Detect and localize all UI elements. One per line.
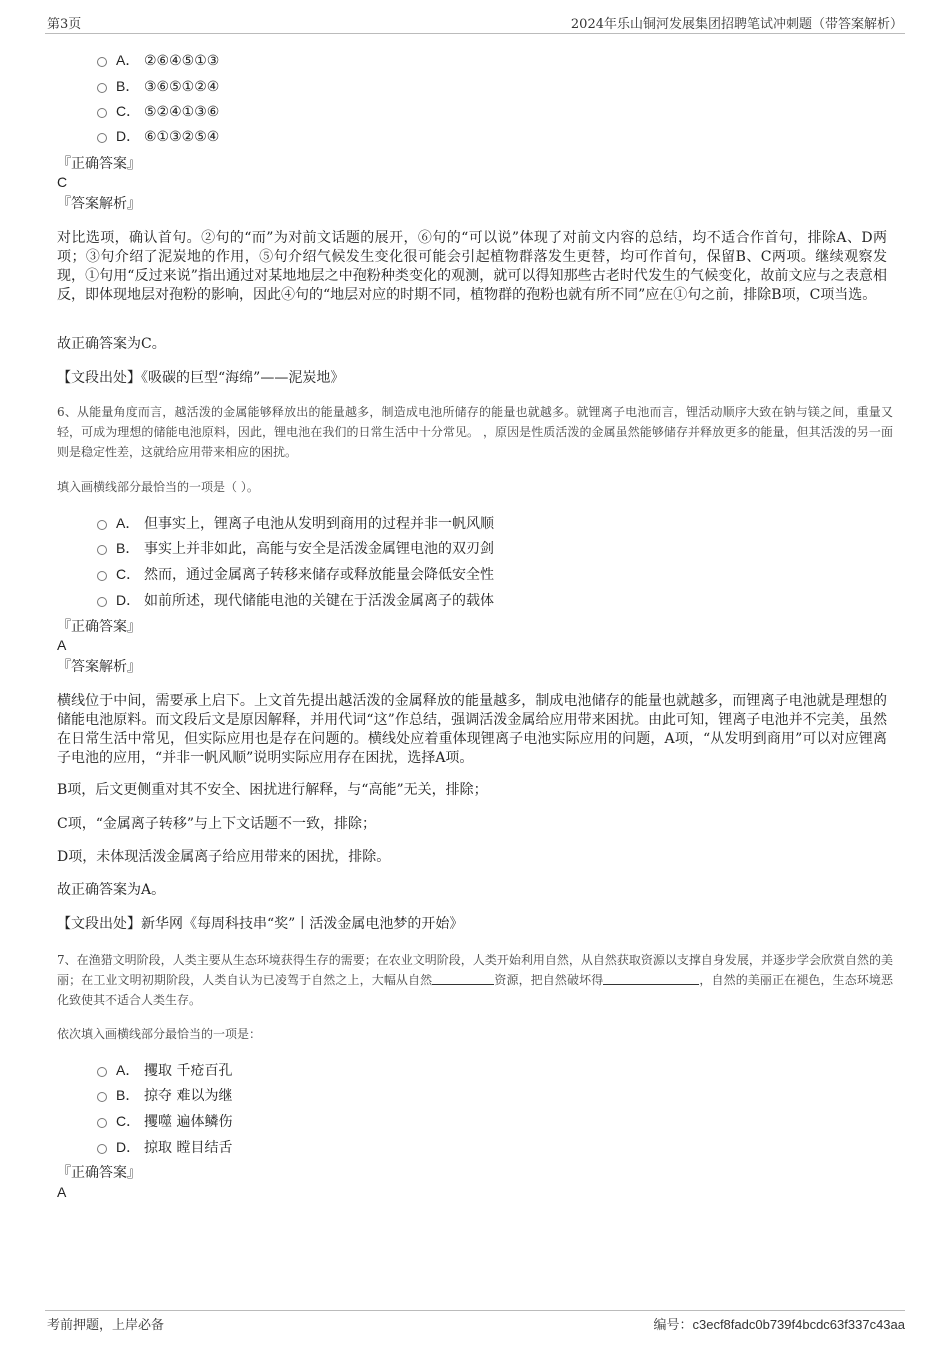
- q5-option-b[interactable]: B． ③⑥⑤①②④: [97, 77, 219, 96]
- q6-analysis: 横线位于中间，需要承上启下。上文首先提出越活泼的金属释放的能量越多，制成电池储存的能量也就越多，而锂离子电池就是理想的储能电池原料。而文段后文是原因解释，并用代词“这”作总结，强调活泼金属给应用带来困扰。由此可知，锂离子电池并不完美，虽然在日常生活中常见，但实际应用也是存在问题的。横线处应着重体现锂离子电池实际应用的问题，A项，“从发明到商用”可以对应锂离子电池的应用，“并非一帆风顺”说明实际应用存在困扰，选择A项。: [57, 693, 887, 766]
- q7-answer: A: [57, 1184, 67, 1200]
- radio-icon[interactable]: [97, 83, 107, 93]
- radio-icon[interactable]: [97, 133, 107, 143]
- q6-conclusion: 故正确答案为A。: [57, 882, 166, 898]
- footer-divider: [45, 1310, 905, 1311]
- q6-option-a[interactable]: A． 但事实上，锂离子电池从发明到商用的过程并非一帆风顺: [97, 514, 494, 533]
- q5-source: 【文段出处】《吸碳的巨型“海绵”——泥炭地》: [57, 370, 345, 386]
- q7-answer-label: 『正确答案』: [57, 1165, 141, 1181]
- q7-option-b[interactable]: B． 掠夺 难以为继: [97, 1086, 232, 1105]
- radio-icon[interactable]: [97, 108, 107, 118]
- q5-analysis-label: 『答案解析』: [57, 196, 141, 212]
- radio-icon[interactable]: [97, 520, 107, 530]
- q6-answer: A: [57, 637, 67, 653]
- q6-option-d[interactable]: D． 如前所述，现代储能电池的关键在于活泼金属离子的载体: [97, 591, 494, 610]
- radio-icon[interactable]: [97, 1118, 107, 1128]
- q7-option-d[interactable]: D． 掠取 瞠目结舌: [97, 1138, 232, 1157]
- q5-conclusion: 故正确答案为C。: [57, 336, 166, 352]
- q5-answer: C: [57, 174, 68, 190]
- radio-icon[interactable]: [97, 1092, 107, 1102]
- footer-slogan: 考前押题，上岸必备: [47, 1318, 165, 1333]
- document-title: 2024年乐山铜河发展集团招聘笔试冲刺题（带答案解析）: [570, 17, 903, 32]
- q6-source: 【文段出处】新华网《每周科技串“奖”丨活泼金属电池梦的开始》: [57, 916, 464, 932]
- q6-prompt: 填入画横线部分最恰当的一项是（ ）。: [57, 480, 259, 494]
- radio-icon[interactable]: [97, 57, 107, 67]
- q6-analysis-label: 『答案解析』: [57, 659, 141, 675]
- q6-stem: 6、从能量角度而言，越活泼的金属能够释放出的能量越多，制造成电池所储存的能量也就越多。就锂离子电池而言，锂活动顺序大致在钠与镁之间，重量又轻，可成为理想的储能电池原料，因此，锂电池在我们的日常生活中十分常见。 ，原因是性质活泼的金属虽然能够储存并释放更多的能量，但其活泼的另一面则是稳定性差，这就给应用带来相应的困扰。: [57, 405, 893, 459]
- q7-option-a[interactable]: A． 攫取 千疮百孔: [97, 1061, 232, 1080]
- q6-b-note: B项，后文更侧重对其不安全、困扰进行解释，与“高能”无关，排除；: [57, 782, 488, 798]
- page-number: 第3页: [47, 17, 82, 32]
- radio-icon[interactable]: [97, 597, 107, 607]
- q5-analysis: 对比选项，确认首句。②句的“而”为对前文话题的展开，⑥句的“可以说”体现了对前文内容的总结，均不适合作首句，排除A、D两项；③句介绍了泥炭地的作用，⑤句介绍气候发生变化很可能会引起植物群落发生更替，均可作首句，保留B、C两项。继续观察发现，①句用“反过来说”指出通过对某地地层之中孢粉种类变化的观测，就可以得知那些古老时代发生的气候变化，故前文应与之表意相反，即体现地层对孢粉的影响，因此④句的“地层对应的时期不同，植物群的孢粉也就有所不同”应在①句之前，排除B项，C项当选。: [57, 230, 887, 303]
- q6-d-note: D项，未体现活泼金属离子给应用带来的困扰，排除。: [57, 849, 391, 865]
- q6-option-c[interactable]: C． 然而，通过金属离子转移来储存或释放能量会降低安全性: [97, 565, 494, 584]
- header-divider: [45, 33, 905, 34]
- q5-option-a[interactable]: A． ②⑥④⑤①③: [97, 51, 219, 70]
- q7-prompt: 依次填入画横线部分最恰当的一项是：: [57, 1027, 262, 1041]
- q7-option-c[interactable]: C． 攫噬 遍体鳞伤: [97, 1112, 232, 1131]
- q6-c-note: C项，“金属离子转移”与上下文话题不一致，排除；: [57, 816, 377, 832]
- radio-icon[interactable]: [97, 571, 107, 581]
- radio-icon[interactable]: [97, 545, 107, 555]
- q5-option-c[interactable]: C． ⑤②④①③⑥: [97, 102, 219, 121]
- radio-icon[interactable]: [97, 1144, 107, 1154]
- q6-answer-label: 『正确答案』: [57, 619, 141, 635]
- q7-stem: 7、在渔猎文明阶段，人类主要从生态环境获得生存的需要；在农业文明阶段，人类开始利用自然，从自然获取资源以支撑自身发展，并逐步学会欣赏自然的美丽；在工业文明初期阶段，人类自认为已凌驾于自然之上，大幅从自然 资源，把自然破坏得 ，自然的美丽正在褪色，生态环境恶化致使其不适合人类生存。: [57, 953, 893, 1007]
- document-code: 编号：c3ecf8fadc0b739f4bcdc63f337c43aa: [653, 1317, 905, 1333]
- fill-blank-2[interactable]: [603, 972, 699, 985]
- q5-option-d[interactable]: D． ⑥①③②⑤④: [97, 127, 219, 146]
- q6-option-b[interactable]: B． 事实上并非如此，高能与安全是活泼金属锂电池的双刃剑: [97, 539, 494, 558]
- q5-answer-label: 『正确答案』: [57, 156, 141, 172]
- radio-icon[interactable]: [97, 1067, 107, 1077]
- fill-blank-1[interactable]: [432, 972, 494, 985]
